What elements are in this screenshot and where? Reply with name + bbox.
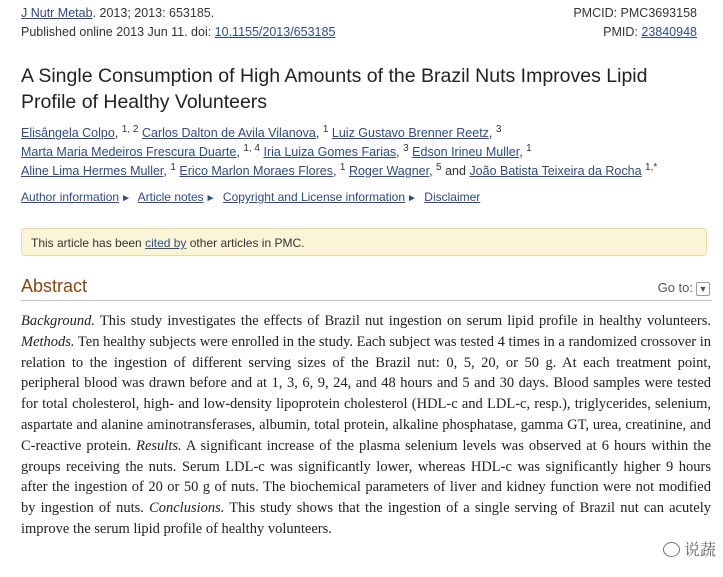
author-affiliation: 1: [170, 162, 176, 173]
published-text: Published online 2013 Jun 11. doi:: [21, 25, 215, 39]
author-affiliation: 1, 4: [243, 143, 260, 154]
notice-suffix: other articles in PMC.: [186, 236, 305, 250]
author-link[interactable]: Marta Maria Medeiros Frescura Duarte: [21, 145, 237, 159]
pmcid-label: PMCID:: [573, 6, 621, 20]
author-affiliation: 5: [436, 162, 442, 173]
watermark-text: 说蔬: [683, 542, 716, 559]
pmid-link[interactable]: 23840948: [641, 25, 697, 39]
results-label: Results.: [136, 437, 182, 454]
author-link[interactable]: Roger Wagner: [348, 164, 430, 178]
author-information-link[interactable]: Author information: [21, 190, 120, 204]
author-line-2: Marta Maria Medeiros Frescura Duarte, $^{1, 4}$ Iria Luiza Gomes Farias, $^3$ Edson Irineu Muller, $^1$: [21, 143, 532, 159]
notice-prefix: This article has been: [31, 236, 146, 250]
wechat-icon: [663, 542, 680, 557]
cited-by-notice: [21, 228, 707, 256]
author-conjunction: and: [445, 164, 466, 178]
methods-text: Ten healthy subjects were enrolled in the study. Each subject was tested 4 times in a randomized crossover in relation to the ingestion of different serving sizes of the Brazil nut: 0, 5, 20, or 50 g. At each treatment point, peripheral blood was drawn before and at 1, 3, 6, 9, 24, and 48 hours and 5 and 30 days. Blood samples were tested for total cholesterol, high- and low-density lipoprotein cholesterol (HDL-c and LDL-c, resp.), triglycerides, selenium, aspartate and alanine aminotransferases, albumin, total protein, alkaline phosphatase, gamma GT, urea, creatinine, and C-reactive protein.: [21, 333, 711, 454]
author-affiliation: 1: [526, 143, 532, 154]
journal-link[interactable]: J Nutr Metab: [21, 6, 93, 20]
doi-link[interactable]: 10.1155/2013/653185: [214, 25, 336, 39]
disclaimer-link[interactable]: Disclaimer: [424, 190, 481, 204]
conclusions-text: This study shows that the ingestion of a single serving of Brazil nut can acutely improve the serum lipid profile of healthy volunteers.: [21, 500, 711, 537]
author-affiliation: 1: [339, 162, 346, 173]
triangle-right-icon: ►: [121, 193, 131, 204]
copyright-license-link[interactable]: Copyright and License information: [222, 190, 406, 204]
author-affiliation: 3: [495, 124, 502, 135]
pmid-label: PMID:: [603, 25, 642, 39]
background-text: This study investigates the effects of Brazil nut ingestion on serum lipid profile in healthy volunteers.: [94, 313, 711, 329]
author-link[interactable]: Elisângela Colpo: [21, 126, 115, 140]
author-affiliation: 1, 2: [121, 124, 139, 135]
citation-line: [21, 6, 214, 20]
article-title: A Single Consumption of High Amounts of the Brazil Nuts Improves Lipid Profile of Healthy Volunteers: [21, 65, 648, 113]
triangle-right-icon: ►: [205, 193, 216, 204]
watermark: [660, 536, 719, 561]
author-link[interactable]: Iria Luiza Gomes Farias: [263, 145, 397, 159]
pmcid-value: PMC3693158: [620, 6, 697, 20]
author-link[interactable]: Luiz Gustavo Brenner Reetz: [331, 126, 489, 140]
pmid-line: [603, 25, 697, 39]
methods-label: Methods.: [21, 333, 75, 350]
author-link[interactable]: João Batista Teixeira da Rocha: [469, 164, 642, 178]
author-link[interactable]: Erico Marlon Moraes Flores: [179, 164, 333, 178]
author-line-1: Elisângela Colpo, $^{1, 2}$ Carlos Dalton de Avila Vilanova, $^1$ Luiz Gustavo Brenner Reetz, $^3$: [21, 124, 502, 140]
author-affiliation: 3: [403, 143, 409, 154]
goto-menu[interactable]: [658, 280, 710, 296]
background-label: Background.: [21, 313, 95, 329]
author-link[interactable]: Carlos Dalton de Avila Vilanova: [141, 126, 316, 140]
author-link[interactable]: Aline Lima Hermes Muller: [21, 164, 164, 178]
author-line-3: Aline Lima Hermes Muller, $^1$ Erico Marlon Moraes Flores, $^1$ Roger Wagner, $^5$ and João Batista Teixeira da Rocha $^{1,*}$: [21, 162, 658, 178]
pmcid-line: [573, 6, 697, 20]
chevron-down-icon[interactable]: ▼: [696, 282, 710, 296]
goto-label: Go to:: [657, 280, 693, 295]
abstract-section-header: [21, 276, 712, 301]
article-meta-links: [21, 190, 480, 204]
abstract-text: [21, 311, 711, 540]
author-link[interactable]: Edson Irineu Muller: [412, 145, 520, 159]
author-affiliation: 1,*: [645, 162, 658, 173]
citation-text: . 2013; 2013: 653185.: [92, 6, 215, 20]
conclusions-label: Conclusions.: [149, 500, 225, 517]
author-affiliation: 1: [322, 124, 329, 135]
abstract-heading: Abstract: [21, 276, 88, 296]
results-text: A significant increase of the plasma selenium levels was observed at 6 hours within the groups receiving the nuts. Serum LDL-c was significantly lower, whereas HDL-c was significantly higher 9 hours after the ingestion of 20 or 50 g of nuts. The biochemical parameters of liver and kidney function were not modified by ingestion of nuts.: [21, 437, 711, 517]
triangle-right-icon: ►: [407, 193, 417, 204]
article-notes-link[interactable]: Article notes: [137, 190, 204, 204]
published-line: [21, 25, 335, 39]
cited-by-link[interactable]: cited by: [145, 236, 187, 250]
